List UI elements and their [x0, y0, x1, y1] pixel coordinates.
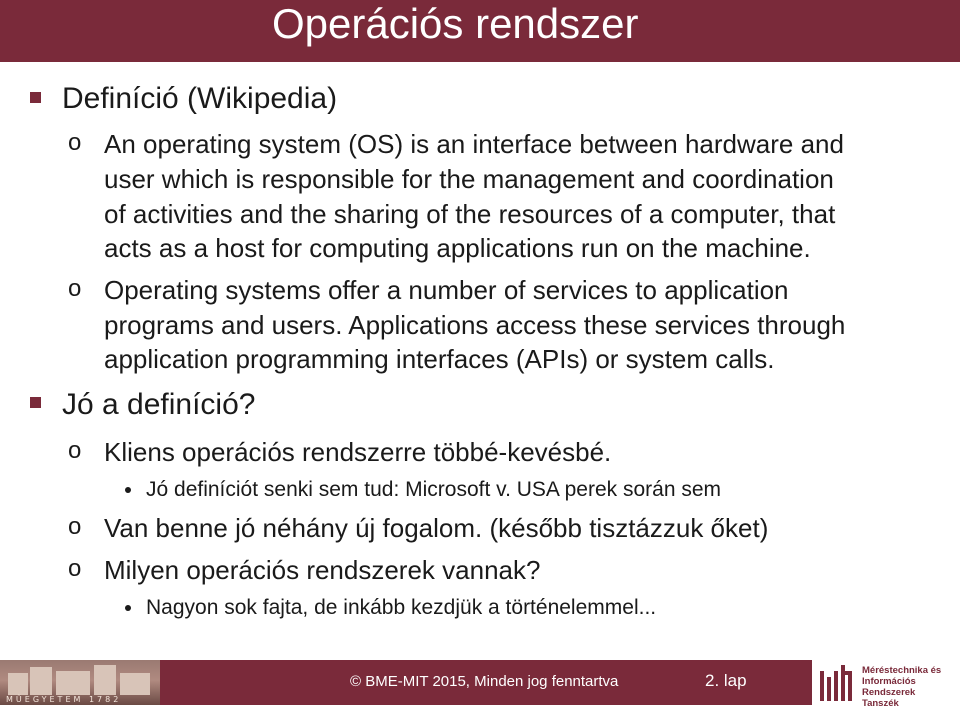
copyright-text: © BME-MIT 2015, Minden jog fenntartva [350, 673, 619, 690]
client-os-line: Kliens operációs rendszerre többé-kevésbé. [104, 437, 612, 467]
square-bullet-icon [30, 397, 41, 408]
university-building-image [0, 660, 160, 705]
circle-bullet-icon: o [68, 275, 82, 302]
dot-bullet-icon [125, 605, 131, 611]
definition-line-1: An operating system (OS) is an interface between hardware and [104, 129, 844, 159]
definition-line-4: acts as a host for computing applications run on the machine. [104, 233, 811, 263]
department-logo [812, 660, 960, 709]
microsoft-usa-line: Jó definíciót senki sem tud: Microsoft v. USA perek során sem [146, 478, 722, 501]
circle-bullet-icon: o [68, 437, 82, 464]
university-caption: MŰEGYETEM 1782 [6, 695, 122, 704]
definition-line-3: of activities and the sharing of the resources of a computer, that [104, 199, 836, 229]
bullet-heading-question: Jó a definíció? [62, 388, 256, 421]
history-line: Nagyon sok fajta, de inkább kezdjük a történelemmel... [146, 596, 657, 619]
circle-bullet-icon: o [68, 513, 82, 540]
mit-logo-icon [820, 665, 856, 701]
bullet-heading-definition: Definíció (Wikipedia) [62, 82, 338, 115]
page-title: Operációs rendszer [272, 0, 639, 47]
page-number: 2. lap [705, 671, 747, 690]
new-concepts-line: Van benne jó néhány új fogalom. (később tisztázzuk őket) [104, 513, 769, 543]
services-line-1: Operating systems offer a number of services to application [104, 275, 789, 305]
square-bullet-icon [30, 92, 41, 103]
circle-bullet-icon: o [68, 129, 82, 156]
definition-line-2: user which is responsible for the management and coordination [104, 164, 834, 194]
department-name: Méréstechnika és Információs Rendszerek Tanszék [862, 665, 942, 709]
which-os-line: Milyen operációs rendszerek vannak? [104, 555, 541, 585]
services-line-3: application programming interfaces (APIs) or system calls. [104, 344, 775, 374]
circle-bullet-icon: o [68, 555, 82, 582]
services-line-2: programs and users. Applications access these services through [104, 310, 846, 340]
dot-bullet-icon [125, 487, 131, 493]
